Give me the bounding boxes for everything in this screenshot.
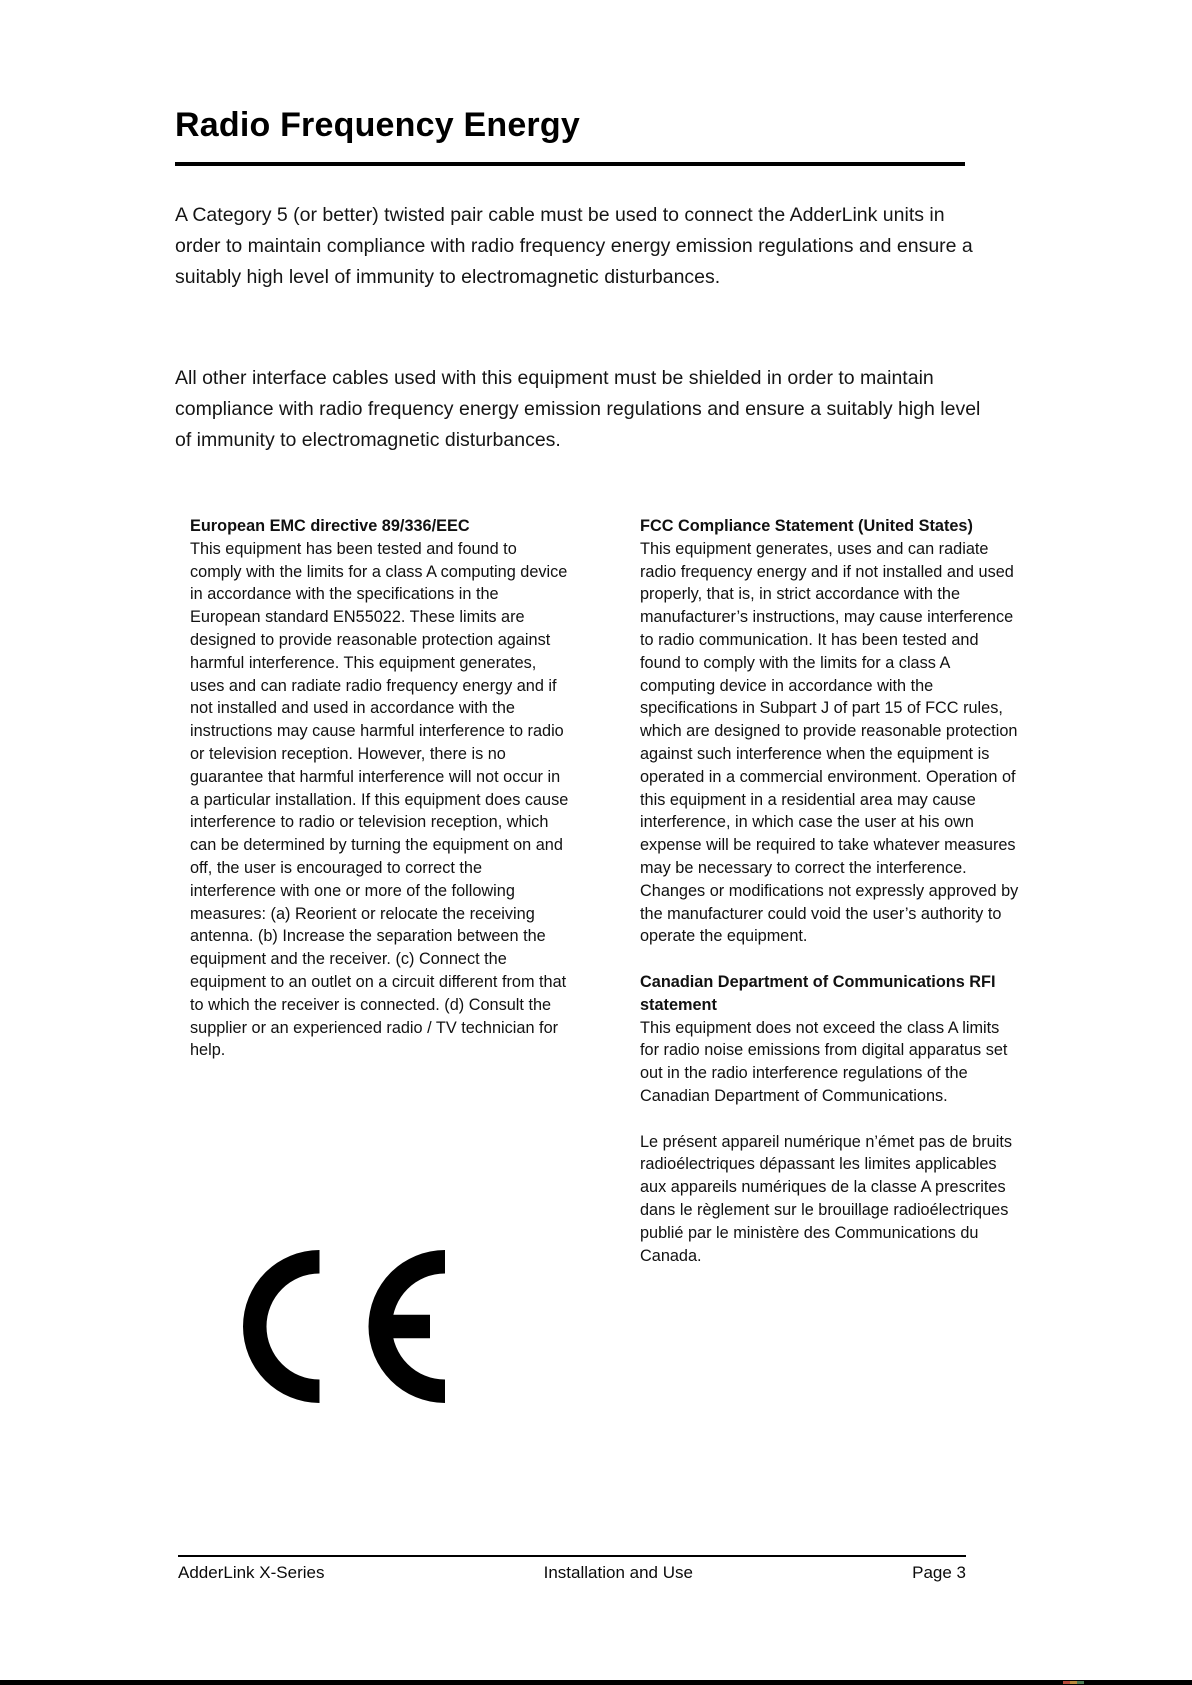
footer-rule bbox=[178, 1555, 966, 1557]
page-title: Radio Frequency Energy bbox=[175, 106, 580, 144]
section-body-canadian-rfi-french: Le présent appareil numérique n’émet pas de bruits radioélectriques dépassant les limites applicables aux appareils numériques de la classe A prescrites dans le règlement sur le brouillage radioélectriques publié par le ministère des Communications du Canada. bbox=[640, 1132, 1012, 1265]
column-european-emc bbox=[190, 515, 570, 1062]
intro-paragraph-2: All other interface cables used with this equipment must be shielded in order to maintain compliance with radio frequency energy emission regulations and ensure a suitably high level of immunity to electromagnetic disturbances. bbox=[175, 367, 981, 451]
footer-document-title: Installation and Use bbox=[543, 1563, 693, 1582]
footer-product-name: AdderLink X-Series bbox=[178, 1563, 325, 1582]
section-body-european-emc: This equipment has been tested and found to comply with the limits for a class A computing device in accordance with the specifications in the European standard EN55022. These limits are designed to provide reasonable protection against harmful interference. This equipment generates, uses and can radiate radio frequency energy and if not installed and used in accordance with the instructions may cause harmful interference to radio or television reception. However, there is no guarantee that harmful interference will not occur in a particular installation. If this equipment does cause interference to radio or television reception, which can be determined by turning the equipment on and off, the user is encouraged to correct the interference with one or more of the following measures: (a) Reorient or relocate the receiving antenna. (b) Increase the separation between the equipment and the receiver. (c) Connect the equipment to an outlet on a circuit different from that to which the receiver is connected. (d) Consult the supplier or an experienced radio / TV technician for help. bbox=[190, 539, 569, 1060]
section-heading-fcc: FCC Compliance Statement (United States) bbox=[640, 517, 973, 535]
scan-noise-speck bbox=[1063, 1681, 1084, 1684]
scan-edge-bottom-bar bbox=[0, 1680, 1192, 1685]
ce-mark-icon bbox=[243, 1250, 446, 1403]
page-footer bbox=[178, 1563, 966, 1583]
intro-paragraph-1: A Category 5 (or better) twisted pair cable must be used to connect the AdderLink units in order to maintain compliance with radio frequency energy emission regulations and ensure a suitably high level of immunity to electromagnetic disturbances. bbox=[175, 204, 973, 288]
section-body-canadian-rfi: This equipment does not exceed the class A limits for radio noise emissions from digital apparatus set out in the radio interference regulations of the Canadian Department of Communications. bbox=[640, 1018, 1008, 1105]
column-fcc-canadian bbox=[640, 515, 1020, 1267]
title-rule bbox=[175, 162, 965, 166]
footer-page-number: Page 3 bbox=[912, 1563, 966, 1582]
section-heading-european-emc: European EMC directive 89/336/EEC bbox=[190, 517, 470, 535]
section-body-fcc: This equipment generates, uses and can radiate radio frequency energy and if not installed and used properly, that is, in strict accordance with the manufacturer’s instructions, may cause interference to radio communication. It has been tested and found to comply with the limits for a class A computing device in accordance with the specifications in Subpart J of part 15 of FCC rules, which are designed to provide reasonable protection against such interference when the equipment is operated in a commercial environment. Operation of this equipment in a residential area may cause interference, in which case the user at his own expense will be required to take whatever measures may be necessary to correct the interference. Changes or modifications not expressly approved by the manufacturer could void the user’s authority to operate the equipment. bbox=[640, 539, 1019, 946]
section-heading-canadian-rfi: Canadian Department of Communications RFI statement bbox=[640, 972, 996, 1014]
